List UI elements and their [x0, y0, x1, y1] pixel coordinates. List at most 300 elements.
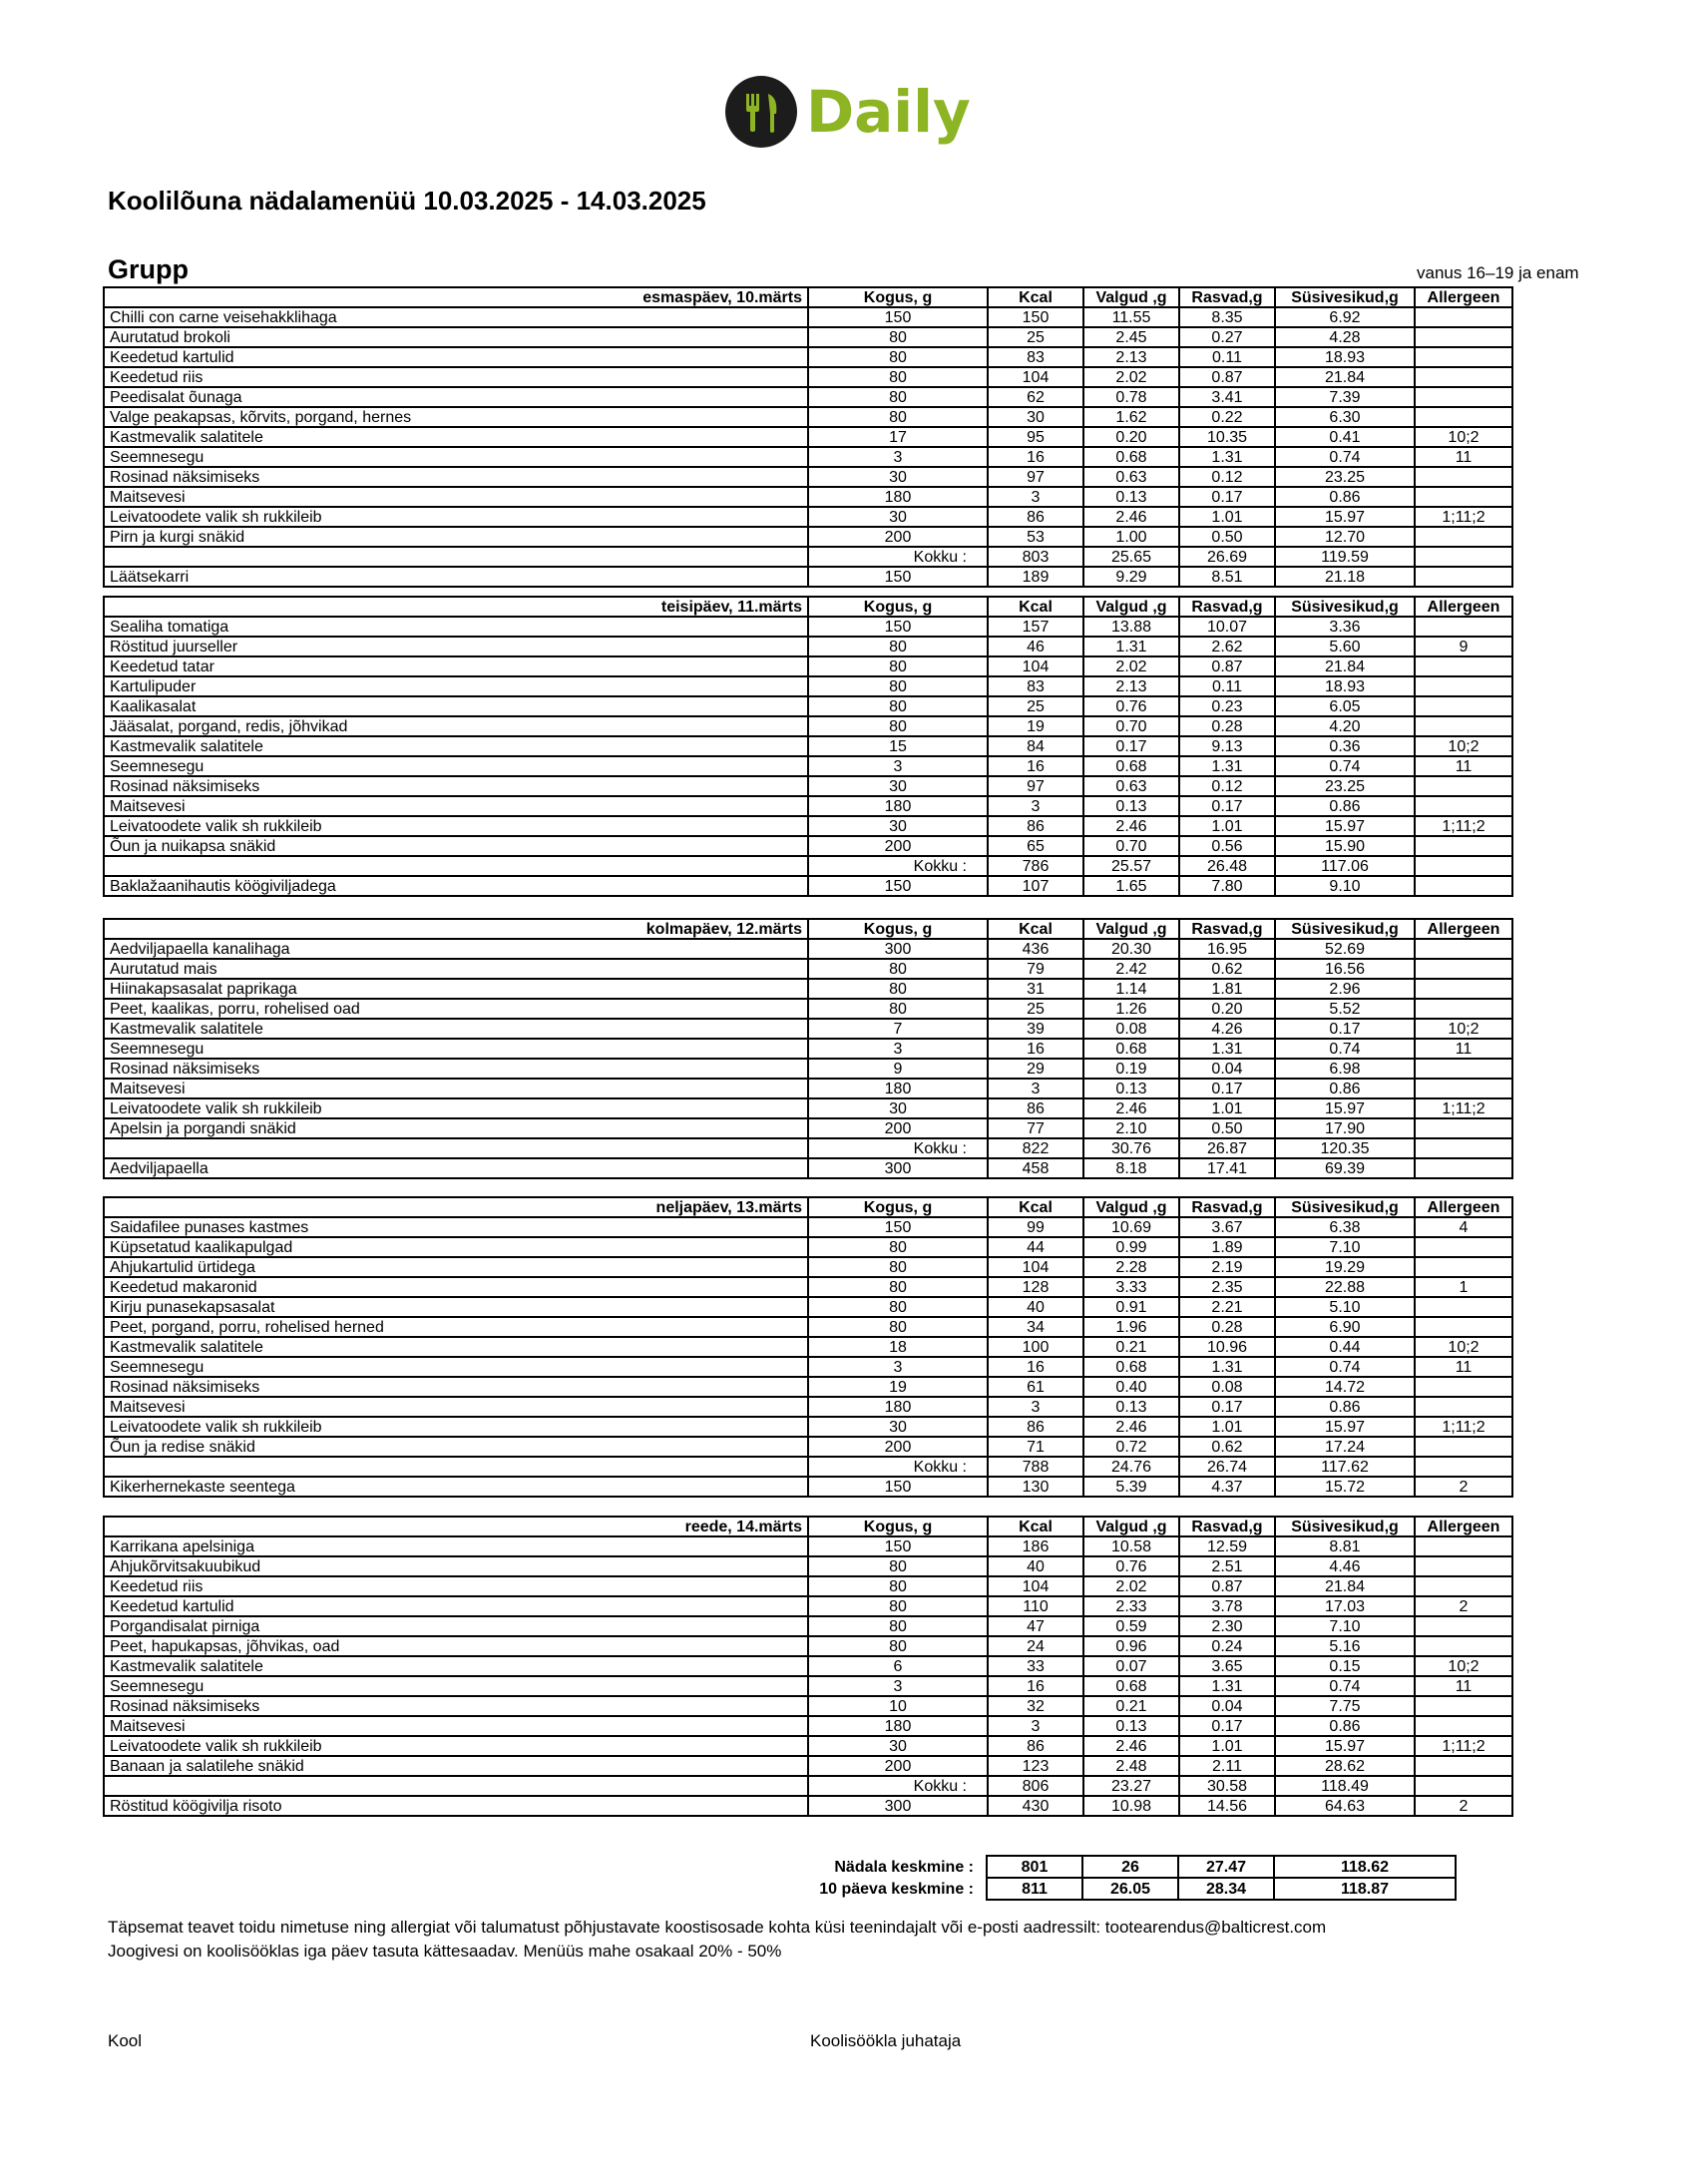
dish-name: Seemnesegu [104, 756, 808, 776]
kcal: 71 [988, 1437, 1083, 1457]
kcal: 458 [988, 1158, 1083, 1178]
dish-name: Kirju punasekapsasalat [104, 1297, 808, 1317]
protein: 0.07 [1083, 1656, 1179, 1676]
total-label: Kokku : [808, 1457, 988, 1477]
kcal: 3 [988, 487, 1083, 507]
fat: 2.51 [1179, 1556, 1275, 1576]
carbs: 21.84 [1275, 1576, 1415, 1596]
menu-row [104, 756, 1512, 776]
summary-fat: 27.47 [1178, 1856, 1274, 1878]
fat: 1.01 [1179, 816, 1275, 836]
fat: 2.21 [1179, 1297, 1275, 1317]
portion: 19 [808, 1377, 988, 1397]
kcal: 430 [988, 1796, 1083, 1816]
portion: 150 [808, 1477, 988, 1497]
protein: 20.30 [1083, 939, 1179, 959]
menu-row [104, 959, 1512, 979]
column-header: Rasvad,g [1179, 287, 1275, 307]
dish-name: Aedviljapaella kanalihaga [104, 939, 808, 959]
carbs: 0.74 [1275, 756, 1415, 776]
protein: 0.68 [1083, 1357, 1179, 1377]
total-carbs: 119.59 [1275, 547, 1415, 567]
fat: 9.13 [1179, 736, 1275, 756]
protein: 11.55 [1083, 307, 1179, 327]
fat: 0.62 [1179, 1437, 1275, 1457]
kcal: 97 [988, 467, 1083, 487]
protein: 0.91 [1083, 1297, 1179, 1317]
summary-row-week [718, 1856, 1456, 1878]
fat: 0.28 [1179, 716, 1275, 736]
menu-row [104, 1059, 1512, 1079]
carbs: 0.15 [1275, 1656, 1415, 1676]
menu-row [104, 1277, 1512, 1297]
kcal: 86 [988, 816, 1083, 836]
carbs: 15.97 [1275, 1417, 1415, 1437]
dish-name: Kartulipuder [104, 676, 808, 696]
kcal: 130 [988, 1477, 1083, 1497]
dish-name: Apelsin ja porgandi snäkid [104, 1118, 808, 1138]
menu-row [104, 1437, 1512, 1457]
kcal: 25 [988, 327, 1083, 347]
dish-name: Kastmevalik salatitele [104, 1019, 808, 1039]
protein: 2.45 [1083, 327, 1179, 347]
allergen: 2 [1415, 1796, 1512, 1816]
portion: 80 [808, 407, 988, 427]
kcal: 62 [988, 387, 1083, 407]
carbs: 0.74 [1275, 1357, 1415, 1377]
allergen: 1 [1415, 1277, 1512, 1297]
portion: 80 [808, 1576, 988, 1596]
carbs: 28.62 [1275, 1756, 1415, 1776]
dish-name: Leivatoodete valik sh rukkileib [104, 507, 808, 527]
portion: 80 [808, 1237, 988, 1257]
total-fat: 26.69 [1179, 547, 1275, 567]
menu-row [104, 1098, 1512, 1118]
empty-cell [104, 1138, 808, 1158]
portion: 200 [808, 836, 988, 856]
fat: 1.81 [1179, 979, 1275, 999]
menu-row [104, 387, 1512, 407]
column-header: Allergeen [1415, 1517, 1512, 1536]
kcal: 84 [988, 736, 1083, 756]
portion: 80 [808, 1257, 988, 1277]
portion: 80 [808, 327, 988, 347]
portion: 180 [808, 487, 988, 507]
menu-row [104, 1656, 1512, 1676]
carbs: 0.86 [1275, 1397, 1415, 1417]
menu-row [104, 1596, 1512, 1616]
column-header: Valgud ,g [1083, 1517, 1179, 1536]
column-header: Rasvad,g [1179, 919, 1275, 939]
dish-name: Porgandisalat pirniga [104, 1616, 808, 1636]
allergen [1415, 1536, 1512, 1556]
allergen [1415, 656, 1512, 676]
total-row [104, 1457, 1512, 1477]
total-row [104, 856, 1512, 876]
fat: 4.26 [1179, 1019, 1275, 1039]
carbs: 5.10 [1275, 1297, 1415, 1317]
carbs: 64.63 [1275, 1796, 1415, 1816]
dish-name: Õun ja redise snäkid [104, 1437, 808, 1457]
kcal: 31 [988, 979, 1083, 999]
total-kcal: 786 [988, 856, 1083, 876]
dish-name: Ahjukartulid ürtidega [104, 1257, 808, 1277]
dish-name: Kastmevalik salatitele [104, 1656, 808, 1676]
fat: 0.11 [1179, 347, 1275, 367]
kcal: 39 [988, 1019, 1083, 1039]
fat: 0.87 [1179, 656, 1275, 676]
day-table [103, 1516, 1513, 1817]
carbs: 0.86 [1275, 487, 1415, 507]
portion: 150 [808, 567, 988, 587]
total-label: Kokku : [808, 856, 988, 876]
kcal: 189 [988, 567, 1083, 587]
protein: 13.88 [1083, 617, 1179, 637]
allergen [1415, 1118, 1512, 1138]
column-header: Kogus, g [808, 919, 988, 939]
allergen [1415, 836, 1512, 856]
carbs: 7.10 [1275, 1237, 1415, 1257]
empty-cell [104, 1457, 808, 1477]
protein: 0.13 [1083, 1079, 1179, 1098]
dish-name: Kastmevalik salatitele [104, 1337, 808, 1357]
portion: 180 [808, 1397, 988, 1417]
portion: 200 [808, 1756, 988, 1776]
dish-name: Aedviljapaella [104, 1158, 808, 1178]
allergen [1415, 307, 1512, 327]
kcal: 47 [988, 1616, 1083, 1636]
carbs: 0.74 [1275, 1676, 1415, 1696]
portion: 180 [808, 1716, 988, 1736]
kcal: 3 [988, 1716, 1083, 1736]
portion: 300 [808, 1158, 988, 1178]
kcal: 95 [988, 427, 1083, 447]
kcal: 104 [988, 1576, 1083, 1596]
kcal: 110 [988, 1596, 1083, 1616]
fat: 0.17 [1179, 1716, 1275, 1736]
column-header: Allergeen [1415, 597, 1512, 617]
fat: 0.23 [1179, 696, 1275, 716]
menu-row [104, 796, 1512, 816]
allergen [1415, 1158, 1512, 1178]
carbs: 6.05 [1275, 696, 1415, 716]
protein: 10.58 [1083, 1536, 1179, 1556]
carbs: 17.24 [1275, 1437, 1415, 1457]
menu-row [104, 407, 1512, 427]
portion: 80 [808, 1636, 988, 1656]
carbs: 18.93 [1275, 347, 1415, 367]
protein: 0.72 [1083, 1437, 1179, 1457]
portion: 180 [808, 1079, 988, 1098]
carbs: 69.39 [1275, 1158, 1415, 1178]
protein: 0.13 [1083, 796, 1179, 816]
day-name: neljapäev, 13.märts [104, 1197, 808, 1217]
allergen [1415, 1696, 1512, 1716]
allergen: 10;2 [1415, 1656, 1512, 1676]
kcal: 3 [988, 796, 1083, 816]
portion: 30 [808, 1417, 988, 1437]
total-label: Kokku : [808, 1138, 988, 1158]
brand-name: Daily [806, 78, 971, 146]
menu-row [104, 939, 1512, 959]
fat: 0.27 [1179, 327, 1275, 347]
menu-row [104, 716, 1512, 736]
allergen: 1;11;2 [1415, 816, 1512, 836]
fat: 1.01 [1179, 1098, 1275, 1118]
header-row [104, 1517, 1512, 1536]
allergen [1415, 979, 1512, 999]
menu-row [104, 447, 1512, 467]
allergen: 11 [1415, 1357, 1512, 1377]
protein: 0.17 [1083, 736, 1179, 756]
protein: 10.69 [1083, 1217, 1179, 1237]
kcal: 128 [988, 1277, 1083, 1297]
fat: 3.41 [1179, 387, 1275, 407]
dish-name: Leivatoodete valik sh rukkileib [104, 1736, 808, 1756]
portion: 300 [808, 939, 988, 959]
dish-name: Pirn ja kurgi snäkid [104, 527, 808, 547]
total-row [104, 1138, 1512, 1158]
dish-name: Kikerhernekaste seentega [104, 1477, 808, 1497]
carbs: 6.30 [1275, 407, 1415, 427]
column-header: Süsivesikud,g [1275, 1197, 1415, 1217]
fat: 1.31 [1179, 1039, 1275, 1059]
fat: 2.35 [1179, 1277, 1275, 1297]
carbs: 0.17 [1275, 1019, 1415, 1039]
column-header: Kcal [988, 1517, 1083, 1536]
summary-label: 10 päeva keskmine : [819, 1880, 974, 1898]
kcal: 104 [988, 367, 1083, 387]
kcal: 16 [988, 1676, 1083, 1696]
dish-name: Leivatoodete valik sh rukkileib [104, 1098, 808, 1118]
total-fat: 26.74 [1179, 1457, 1275, 1477]
column-header: Süsivesikud,g [1275, 1517, 1415, 1536]
dish-name: Keedetud kartulid [104, 347, 808, 367]
protein: 1.00 [1083, 527, 1179, 547]
total-kcal: 806 [988, 1776, 1083, 1796]
allergen [1415, 467, 1512, 487]
info-note: Täpsemat teavet toidu nimetuse ning allergiat või talumatust põhjustavate koostisosade kohta küsi teenindajalt või e-posti aadressilt: tootearendus@balticrest.com [108, 1918, 1327, 1937]
kcal: 100 [988, 1337, 1083, 1357]
fat: 2.19 [1179, 1257, 1275, 1277]
column-header: Valgud ,g [1083, 287, 1179, 307]
allergen: 1;11;2 [1415, 1417, 1512, 1437]
dish-name: Hiinakapsasalat paprikaga [104, 979, 808, 999]
protein: 0.76 [1083, 1556, 1179, 1576]
fat: 0.24 [1179, 1636, 1275, 1656]
protein: 0.13 [1083, 487, 1179, 507]
kcal: 97 [988, 776, 1083, 796]
dish-name: Valge peakapsas, kõrvits, porgand, hernes [104, 407, 808, 427]
portion: 10 [808, 1696, 988, 1716]
summary-fat: 28.34 [1178, 1878, 1274, 1900]
portion: 80 [808, 676, 988, 696]
menu-row [104, 327, 1512, 347]
column-header: Valgud ,g [1083, 1197, 1179, 1217]
carbs: 52.69 [1275, 939, 1415, 959]
allergen [1415, 776, 1512, 796]
portion: 3 [808, 447, 988, 467]
protein: 1.96 [1083, 1317, 1179, 1337]
carbs: 0.74 [1275, 1039, 1415, 1059]
carbs: 0.86 [1275, 1079, 1415, 1098]
kcal: 150 [988, 307, 1083, 327]
total-label: Kokku : [808, 547, 988, 567]
fat: 16.95 [1179, 939, 1275, 959]
protein: 0.68 [1083, 447, 1179, 467]
menu-row [104, 776, 1512, 796]
menu-row [104, 1716, 1512, 1736]
allergen [1415, 1297, 1512, 1317]
dish-name: Kaalikasalat [104, 696, 808, 716]
menu-row [104, 637, 1512, 656]
portion: 80 [808, 1297, 988, 1317]
dish-name: Rosinad näksimiseks [104, 467, 808, 487]
kcal: 25 [988, 999, 1083, 1019]
dish-name: Seemnesegu [104, 1676, 808, 1696]
carbs: 5.52 [1275, 999, 1415, 1019]
header-row [104, 597, 1512, 617]
carbs: 5.16 [1275, 1636, 1415, 1656]
portion: 3 [808, 756, 988, 776]
allergen: 11 [1415, 1676, 1512, 1696]
fat: 3.67 [1179, 1217, 1275, 1237]
allergen [1415, 1079, 1512, 1098]
portion: 80 [808, 637, 988, 656]
kcal: 46 [988, 637, 1083, 656]
allergen: 10;2 [1415, 736, 1512, 756]
protein: 1.26 [1083, 999, 1179, 1019]
dish-name: Baklažaanihautis köögiviljadega [104, 876, 808, 896]
fat: 17.41 [1179, 1158, 1275, 1178]
carbs: 15.72 [1275, 1477, 1415, 1497]
menu-row [104, 1397, 1512, 1417]
school-signature: Kool [108, 2031, 143, 2050]
fat: 1.31 [1179, 756, 1275, 776]
portion: 200 [808, 1437, 988, 1457]
carbs: 8.81 [1275, 1536, 1415, 1556]
day-name: reede, 14.märts [104, 1517, 808, 1536]
portion: 200 [808, 1118, 988, 1138]
carbs: 0.36 [1275, 736, 1415, 756]
portion: 80 [808, 696, 988, 716]
allergen [1415, 1556, 1512, 1576]
dish-name: Aurutatud brokoli [104, 327, 808, 347]
day-name: esmaspäev, 10.märts [104, 287, 808, 307]
protein: 2.46 [1083, 1736, 1179, 1756]
total-carbs: 120.35 [1275, 1138, 1415, 1158]
empty-cell [104, 856, 808, 876]
allergen: 4 [1415, 1217, 1512, 1237]
allergen: 1;11;2 [1415, 1098, 1512, 1118]
allergen [1415, 1257, 1512, 1277]
average-summary [718, 1855, 1457, 1901]
allergen [1415, 1437, 1512, 1457]
portion: 3 [808, 1357, 988, 1377]
kcal: 61 [988, 1377, 1083, 1397]
allergen [1415, 939, 1512, 959]
summary-carbs: 118.62 [1274, 1856, 1456, 1878]
allergen [1415, 676, 1512, 696]
carbs: 3.36 [1275, 617, 1415, 637]
kcal: 16 [988, 447, 1083, 467]
carbs: 0.74 [1275, 447, 1415, 467]
allergen [1415, 407, 1512, 427]
group-label: Grupp [108, 254, 189, 284]
column-header: Rasvad,g [1179, 597, 1275, 617]
fat: 0.17 [1179, 796, 1275, 816]
dish-name: Leivatoodete valik sh rukkileib [104, 816, 808, 836]
carbs: 7.75 [1275, 1696, 1415, 1716]
protein: 0.63 [1083, 467, 1179, 487]
empty-cell [1415, 547, 1512, 567]
dish-name: Seemnesegu [104, 1357, 808, 1377]
dish-name: Keedetud kartulid [104, 1596, 808, 1616]
empty-cell [1415, 1776, 1512, 1796]
allergen [1415, 1716, 1512, 1736]
protein: 0.59 [1083, 1616, 1179, 1636]
allergen: 11 [1415, 756, 1512, 776]
protein: 0.68 [1083, 1039, 1179, 1059]
kcal: 16 [988, 756, 1083, 776]
portion: 150 [808, 307, 988, 327]
dish-name: Sealiha tomatiga [104, 617, 808, 637]
protein: 2.46 [1083, 1098, 1179, 1118]
fat: 1.01 [1179, 1417, 1275, 1437]
carbs: 15.97 [1275, 507, 1415, 527]
allergen [1415, 959, 1512, 979]
protein: 2.13 [1083, 676, 1179, 696]
fat: 2.11 [1179, 1756, 1275, 1776]
protein: 0.20 [1083, 427, 1179, 447]
column-header: Allergeen [1415, 919, 1512, 939]
protein: 0.70 [1083, 836, 1179, 856]
portion: 6 [808, 1656, 988, 1676]
dish-name: Röstitud köögivilja risoto [104, 1796, 808, 1816]
kcal: 107 [988, 876, 1083, 896]
summary-kcal: 811 [987, 1878, 1082, 1900]
carbs: 6.92 [1275, 307, 1415, 327]
canteen-manager-signature: Koolisöökla juhataja [810, 2031, 962, 2050]
dish-name: Õun ja nuikapsa snäkid [104, 836, 808, 856]
empty-cell [1415, 1138, 1512, 1158]
carbs: 15.97 [1275, 1098, 1415, 1118]
menu-row [104, 1039, 1512, 1059]
allergen: 10;2 [1415, 427, 1512, 447]
menu-row [104, 527, 1512, 547]
column-header: Kogus, g [808, 1517, 988, 1536]
allergen [1415, 1237, 1512, 1257]
carbs: 15.97 [1275, 816, 1415, 836]
portion: 200 [808, 527, 988, 547]
protein: 0.13 [1083, 1716, 1179, 1736]
day-table [103, 286, 1513, 588]
total-protein: 25.65 [1083, 547, 1179, 567]
kcal: 99 [988, 1217, 1083, 1237]
protein: 0.63 [1083, 776, 1179, 796]
dish-name: Seemnesegu [104, 447, 808, 467]
total-kcal: 803 [988, 547, 1083, 567]
menu-row [104, 1536, 1512, 1556]
carbs: 9.10 [1275, 876, 1415, 896]
menu-row [104, 1237, 1512, 1257]
menu-row [104, 1118, 1512, 1138]
portion: 80 [808, 1556, 988, 1576]
kcal: 32 [988, 1696, 1083, 1716]
portion: 30 [808, 1736, 988, 1756]
allergen [1415, 387, 1512, 407]
summary-label: Nädala keskmine : [834, 1858, 974, 1876]
